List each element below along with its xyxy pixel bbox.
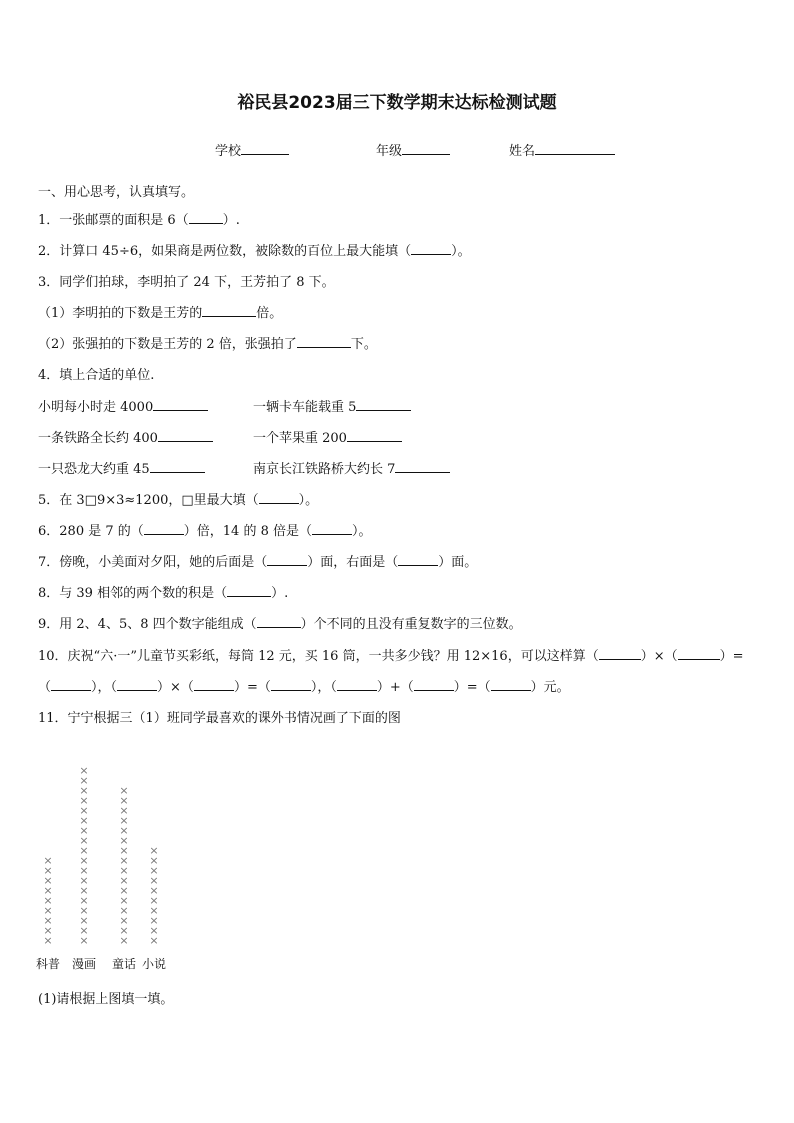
answer-blank[interactable]: [153, 396, 208, 411]
answer-blank[interactable]: [491, 676, 531, 691]
cross-mark-icon: ×: [149, 934, 159, 947]
question-10-line-1: 10．庆祝“六·一”儿童节买彩纸，每筒 12 元，买 16 筒，一共多少钱？用 12×16，可以这样算（ ）×（ ）=: [38, 645, 744, 664]
answer-blank[interactable]: [337, 676, 377, 691]
question-1: 1．一张邮票的面积是 6（ ）.: [38, 209, 240, 228]
cross-mark-icon: ×: [43, 904, 53, 917]
cross-mark-icon: ×: [119, 854, 129, 867]
cross-mark-icon: ×: [149, 924, 159, 937]
cross-mark-icon: ×: [79, 824, 89, 837]
page-title: 裕民县2023届三下数学期末达标检测试题: [237, 93, 557, 113]
question-5: 5．在 3□9×3≈1200，□里最大填（ ）。: [38, 489, 318, 508]
cross-mark-icon: ×: [79, 894, 89, 907]
cross-mark-icon: ×: [119, 864, 129, 877]
school-field: [215, 140, 289, 159]
cross-mark-icon: ×: [119, 794, 129, 807]
cross-mark-icon: ×: [43, 874, 53, 887]
cross-mark-icon: ×: [79, 934, 89, 947]
answer-blank[interactable]: [267, 551, 307, 566]
cross-mark-icon: ×: [43, 884, 53, 897]
question-4-row-1a: 小明每小时走 4000: [38, 396, 208, 415]
answer-blank[interactable]: [158, 427, 213, 442]
name-field: [509, 140, 615, 159]
school-blank[interactable]: [241, 140, 289, 155]
grade-blank[interactable]: [402, 140, 450, 155]
answer-blank[interactable]: [150, 458, 205, 473]
question-11-sub-1: (1)请根据上图填一填。: [38, 992, 174, 1007]
cross-mark-icon: ×: [119, 874, 129, 887]
answer-blank[interactable]: [227, 582, 271, 597]
question-9: 9．用 2、4、5、8 四个数字能组成（ ）个不同的且没有重复数字的三位数。: [38, 613, 522, 632]
cross-mark-icon: ×: [79, 884, 89, 897]
cross-mark-icon: ×: [79, 784, 89, 797]
answer-blank[interactable]: [51, 676, 91, 691]
answer-blank[interactable]: [297, 333, 351, 348]
answer-blank[interactable]: [202, 302, 256, 317]
category-label: 科普: [35, 957, 60, 971]
name-blank[interactable]: [535, 140, 615, 155]
cross-mark-icon: ×: [119, 834, 129, 847]
cross-mark-icon: ×: [119, 824, 129, 837]
cross-mark-icon: ×: [79, 764, 89, 777]
cross-mark-icon: ×: [79, 774, 89, 787]
cross-mark-icon: ×: [79, 844, 89, 857]
answer-blank[interactable]: [189, 209, 223, 224]
cross-mark-icon: ×: [149, 864, 159, 877]
cross-mark-icon: ×: [149, 884, 159, 897]
cross-mark-icon: ×: [149, 904, 159, 917]
cross-mark-icon: ×: [43, 894, 53, 907]
grade-label: 年级: [376, 144, 403, 159]
answer-blank[interactable]: [257, 613, 301, 628]
cross-mark-icon: ×: [119, 934, 129, 947]
pictograph-chart: [30, 740, 190, 975]
question-3-part-1: （1）李明拍的下数是王芳的 倍。: [38, 302, 282, 321]
cross-mark-icon: ×: [119, 804, 129, 817]
question-4-row-2a: 一条铁路全长约 400: [38, 427, 213, 446]
answer-blank[interactable]: [678, 645, 720, 660]
question-4-row-2b: 一个苹果重 200: [253, 427, 402, 446]
section-heading: 一、用心思考，认真填写。: [38, 185, 195, 200]
cross-mark-icon: ×: [119, 924, 129, 937]
answer-blank[interactable]: [356, 396, 411, 411]
question-4-row-3a: 一只恐龙大约重 45: [38, 458, 205, 477]
answer-blank[interactable]: [347, 427, 402, 442]
question-2: 2．计算口 45÷6，如果商是两位数，被除数的百位上最大能填（ ）。: [38, 240, 471, 259]
answer-blank[interactable]: [599, 645, 641, 660]
answer-blank[interactable]: [271, 676, 311, 691]
question-4: 4．填上合适的单位.: [38, 368, 155, 383]
question-10-line-2: （ ），（ ）×（ ）=（ ），（ ）+（ ）=（ ）元。: [38, 676, 570, 695]
cross-mark-icon: ×: [43, 914, 53, 927]
cross-mark-icon: ×: [43, 924, 53, 937]
answer-blank[interactable]: [414, 676, 454, 691]
question-11: 11．宁宁根据三（1）班同学最喜欢的课外书情况画了下面的图: [38, 711, 401, 726]
cross-mark-icon: ×: [119, 844, 129, 857]
cross-mark-icon: ×: [119, 884, 129, 897]
cross-mark-icon: ×: [149, 854, 159, 867]
cross-mark-icon: ×: [119, 894, 129, 907]
cross-mark-icon: ×: [79, 804, 89, 817]
answer-blank[interactable]: [398, 551, 438, 566]
question-6: 6．280 是 7 的（ ）倍，14 的 8 倍是（ ）。: [38, 520, 372, 539]
category-label: 漫画: [71, 957, 96, 971]
cross-mark-icon: ×: [79, 864, 89, 877]
grade-field: [376, 140, 450, 159]
category-label: 童话: [111, 957, 136, 971]
name-label: 姓名: [509, 144, 536, 159]
cross-mark-icon: ×: [149, 914, 159, 927]
answer-blank[interactable]: [395, 458, 450, 473]
answer-blank[interactable]: [259, 489, 299, 504]
cross-mark-icon: ×: [43, 864, 53, 877]
cross-mark-icon: ×: [119, 904, 129, 917]
cross-mark-icon: ×: [79, 794, 89, 807]
cross-mark-icon: ×: [79, 914, 89, 927]
cross-mark-icon: ×: [119, 914, 129, 927]
cross-mark-icon: ×: [149, 874, 159, 887]
cross-mark-icon: ×: [79, 814, 89, 827]
cross-mark-icon: ×: [149, 844, 159, 857]
answer-blank[interactable]: [144, 520, 184, 535]
answer-blank[interactable]: [411, 240, 451, 255]
cross-mark-icon: ×: [79, 904, 89, 917]
question-3: 3．同学们拍球，李明拍了 24 下，王芳拍了 8 下。: [38, 275, 335, 290]
cross-mark-icon: ×: [79, 834, 89, 847]
answer-blank[interactable]: [117, 676, 157, 691]
cross-mark-icon: ×: [79, 874, 89, 887]
cross-mark-icon: ×: [119, 784, 129, 797]
cross-mark-icon: ×: [79, 924, 89, 937]
cross-mark-icon: ×: [149, 894, 159, 907]
cross-mark-icon: ×: [79, 854, 89, 867]
answer-blank[interactable]: [194, 676, 234, 691]
answer-blank[interactable]: [312, 520, 352, 535]
cross-mark-icon: ×: [119, 814, 129, 827]
question-4-row-1b: 一辆卡车能载重 5: [253, 396, 411, 415]
category-label: 小说: [141, 957, 166, 971]
question-8: 8．与 39 相邻的两个数的积是（ ）.: [38, 582, 288, 601]
question-3-part-2: （2）张强拍的下数是王芳的 2 倍，张强拍了 下。: [38, 333, 377, 352]
question-4-row-3b: 南京长江铁路桥大约长 7: [253, 458, 450, 477]
question-7: 7．傍晚，小美面对夕阳，她的后面是（ ）面，右面是（ ）面。: [38, 551, 477, 570]
cross-mark-icon: ×: [43, 854, 53, 867]
school-label: 学校: [215, 144, 242, 159]
cross-mark-icon: ×: [43, 934, 53, 947]
